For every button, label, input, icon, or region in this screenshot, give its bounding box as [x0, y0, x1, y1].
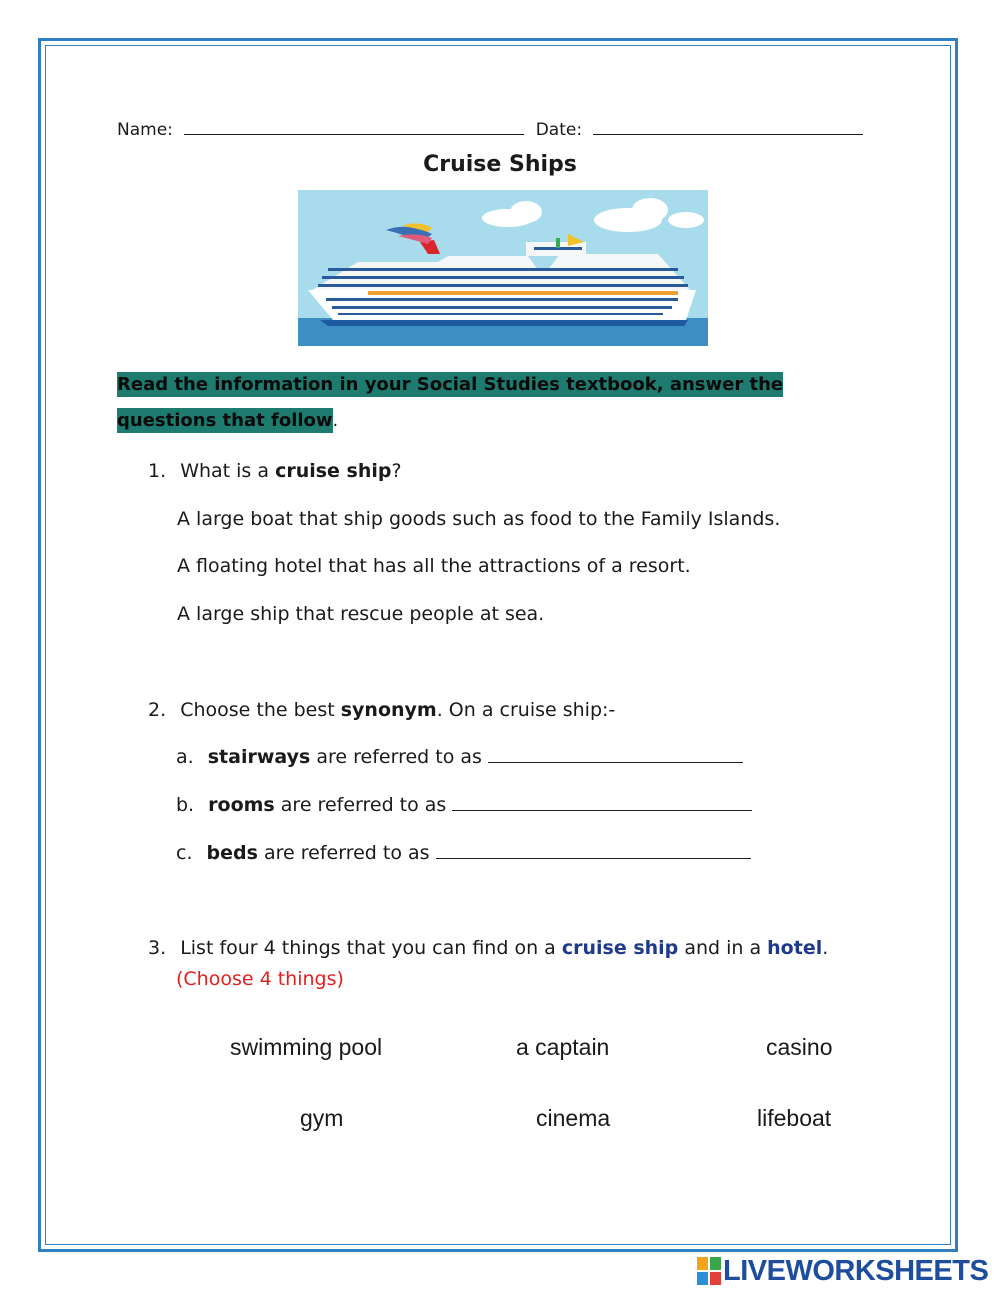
q1-option-1[interactable]: A large boat that ship goods such as food to the Family Islands. — [177, 508, 781, 530]
name-date-line — [117, 120, 863, 140]
question-mid: and in a — [678, 937, 768, 959]
highlight-hotel: hotel — [767, 937, 823, 959]
question-prefix: Choose the best — [180, 699, 341, 721]
question-2 — [148, 699, 615, 721]
instructions — [117, 367, 783, 439]
item-text: are referred to as — [257, 842, 436, 864]
choice-casino[interactable]: casino — [766, 1034, 833, 1060]
question-number: 3. — [148, 937, 167, 959]
item-letter: c. — [176, 842, 193, 864]
item-bold: rooms — [208, 794, 275, 816]
item-bold: stairways — [207, 746, 311, 768]
question-prefix: List four 4 things that you can find on a — [180, 937, 562, 959]
question-suffix: . On a cruise ship:- — [436, 699, 616, 721]
question-1 — [148, 460, 402, 482]
q2-answer-c[interactable] — [436, 857, 751, 859]
page-title: Cruise Ships — [423, 152, 577, 177]
name-field[interactable] — [184, 133, 524, 135]
question-3 — [148, 937, 828, 959]
item-letter: b. — [176, 794, 195, 816]
item-letter: a. — [176, 746, 194, 768]
name-label: Name: — [117, 120, 173, 140]
item-text: are referred to as — [274, 794, 453, 816]
question-prefix: What is a — [180, 460, 276, 482]
instruction-line-1: Read the information in your Social Studies textbook, answer the — [117, 374, 784, 395]
item-text: are referred to as — [310, 746, 488, 768]
choice-a-captain[interactable]: a captain — [516, 1034, 610, 1060]
highlight-cruise-ship: cruise ship — [561, 937, 679, 959]
item-bold: beds — [206, 842, 258, 864]
question-number: 1. — [148, 460, 167, 482]
logo-text: LIVEWORKSHEETS — [723, 1254, 989, 1287]
question-bold: synonym — [340, 699, 437, 721]
choice-swimming-pool[interactable]: swimming pool — [230, 1034, 383, 1060]
instruction-line-2: questions that follow — [117, 410, 333, 431]
date-label: Date: — [535, 120, 583, 140]
q3-note: (Choose 4 things) — [176, 968, 344, 990]
q2-item-c — [176, 842, 751, 864]
liveworksheets-logo — [697, 1254, 988, 1288]
q2-answer-b[interactable] — [452, 809, 752, 811]
question-bold: cruise ship — [275, 460, 392, 482]
choice-cinema[interactable]: cinema — [536, 1105, 611, 1131]
instruction-period: . — [332, 410, 339, 431]
choice-gym[interactable]: gym — [300, 1105, 344, 1131]
cruise-ship-illustration — [298, 190, 708, 346]
logo-badge-icon — [697, 1257, 721, 1285]
question-suffix: . — [822, 937, 829, 959]
q2-item-a — [176, 746, 743, 768]
choice-lifeboat[interactable]: lifeboat — [757, 1105, 832, 1131]
q1-option-3[interactable]: A large ship that rescue people at sea. — [177, 603, 545, 625]
question-suffix: ? — [391, 460, 402, 482]
question-number: 2. — [148, 699, 167, 721]
q2-answer-a[interactable] — [488, 761, 743, 763]
q1-option-2[interactable]: A floating hotel that has all the attractions of a resort. — [177, 555, 691, 577]
date-field[interactable] — [593, 133, 863, 135]
q2-item-b — [176, 794, 752, 816]
